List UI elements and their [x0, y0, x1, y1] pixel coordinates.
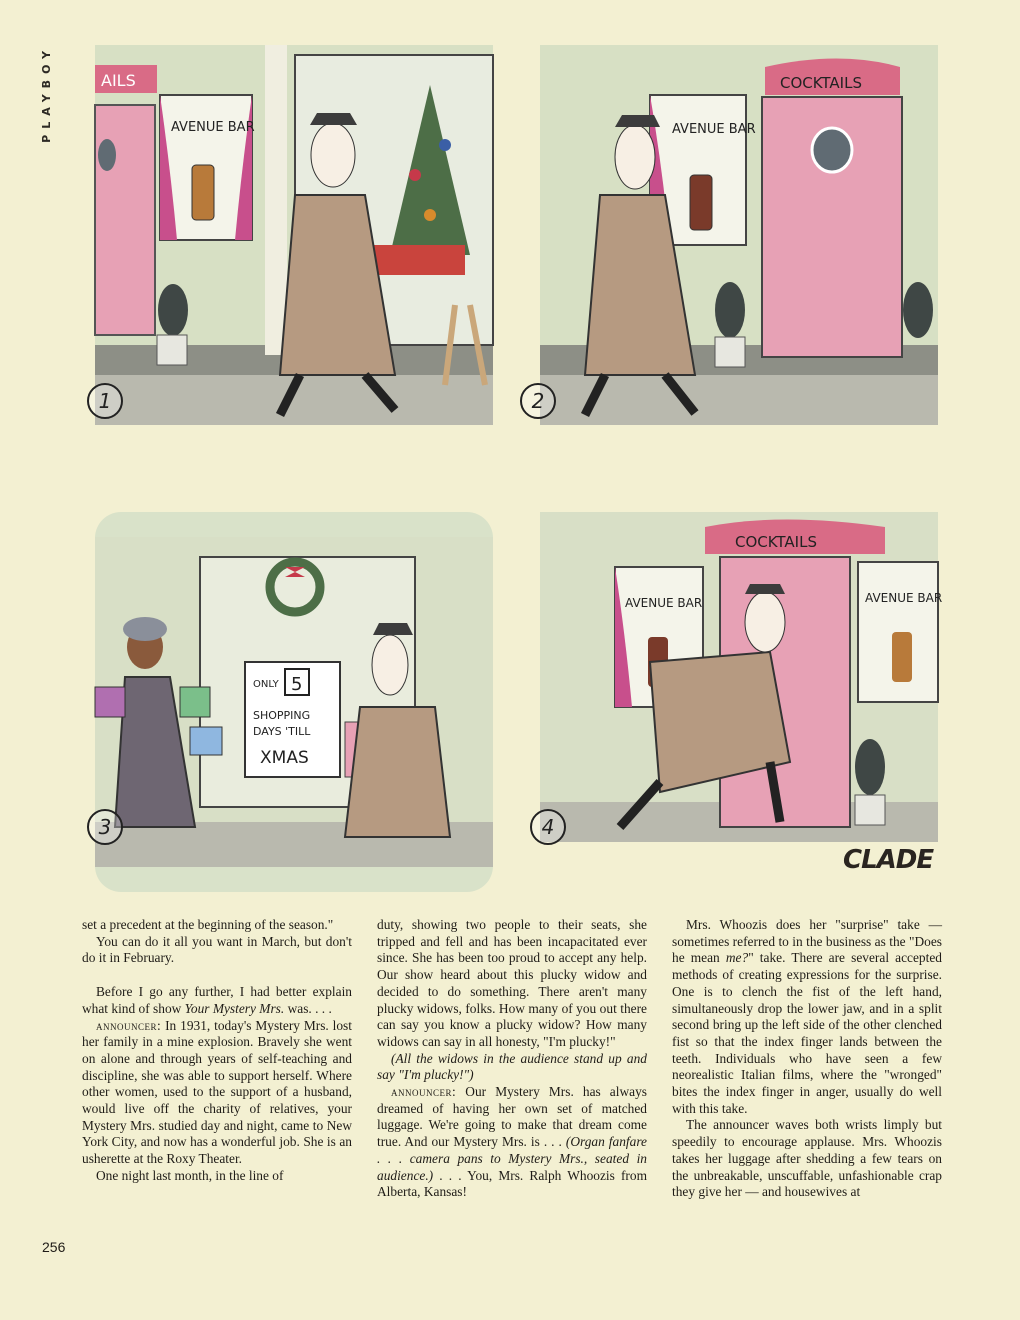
sign-line-2: DAYS 'TILL [253, 725, 311, 738]
paragraph [377, 1051, 647, 1084]
stage-direction: (All the widows in the audience stand up and say "I'm plucky!") [377, 1050, 647, 1083]
awning-sign: COCKTAILS [735, 533, 817, 551]
cartoon-panel-1 [95, 45, 493, 425]
paragraph: duty, showing two people to their seats, she tripped and fell and has been incapacitated ever since. She has been too proud to accept any help. Our show heard about this plucky widow and decided to do something. There aren't many plucky widows, folks. How many of you out there can say you know a plucky widow? How many widows can say in all honesty, "I'm plucky!" [377, 917, 647, 1049]
artist-signature: CLADE [843, 845, 934, 875]
paragraph: One night last month, in the line of [96, 1167, 284, 1183]
panel-number-2: 2 [520, 383, 556, 419]
paragraph: The announcer waves both wrists limply but speedily to encourage applause. Mrs. Whoozis takes her luggage after shedding a few tears on the unbreakable, unscuffable, unfashionable crap they give her — and housewives at [672, 1117, 942, 1200]
speaker-label: announcer: [96, 1017, 162, 1033]
awning-sign: COCKTAILS [780, 74, 862, 92]
article-column-2 [377, 917, 647, 1201]
window-sign: AVENUE BAR [672, 122, 756, 137]
sign-count: 5 [291, 674, 303, 695]
window-sign-left: AVENUE BAR [625, 596, 703, 610]
stage-direction: (Organ fanfare . . . camera pans to Mystery Mrs., seated in audience.) [377, 1134, 647, 1183]
cartoon-panel-4 [540, 512, 943, 842]
emphasis: me? [725, 950, 749, 966]
sign-line-1: SHOPPING [253, 709, 311, 722]
panel-3-illustration [95, 512, 493, 892]
panel-number-3: 3 [87, 809, 123, 845]
paragraph: set a precedent at the beginning of the season." [82, 917, 334, 932]
paragraph: announcer: Our Mystery Mrs. has always dreamed of having her own set of matched luggage. We're going to make that dream come true. And our Mystery Mrs. is . . . (Organ fanfare . . . camera pans to Mystery Mrs., seated in audience.) . . . You, Mrs. Ralph Whoozis from Alberta, Kansas! [377, 1084, 647, 1200]
panel-number-4: 4 [530, 809, 566, 845]
article-column-1 [82, 917, 352, 1185]
magazine-masthead: PLAYBOY [40, 45, 53, 143]
page-number: 256 [42, 1239, 66, 1255]
cartoon-panel-3 [95, 512, 493, 892]
show-title: Your Mystery Mrs. [184, 1000, 285, 1016]
paragraph: You can do it all you want in March, but don't do it in February. [82, 933, 352, 966]
paragraph: announcer: In 1931, today's Mystery Mrs. lost her family in a mine explosion. Bravely she went on alone and through years of self-teaching and discipline, she was able to support herself. Where other women, used to the support of a husband, would live off the charity of relatives, your Mystery Mrs. studied day and night, came to New York City, and now has a wonderful job. She is an usherette at the Roxy Theater. [82, 1017, 352, 1167]
cartoon-panel-2 [531, 45, 938, 425]
article-column-3 [672, 917, 942, 1201]
paragraph: Before I go any further, I had better explain what kind of show Your Mystery Mrs. was. . . . [82, 984, 352, 1016]
awning-sign: AILS [101, 71, 136, 90]
sign-line-3: XMAS [260, 748, 309, 768]
sign-only: ONLY [253, 679, 279, 690]
window-sign: AVENUE BAR [171, 120, 255, 135]
window-sign-right: AVENUE BAR [865, 591, 943, 605]
panel-2-illustration [540, 45, 938, 425]
speaker-label: announcer: [391, 1084, 457, 1100]
panel-4-illustration [540, 512, 943, 842]
paragraph: Mrs. Whoozis does her "surprise" take — sometimes referred to in the business as the "Does he mean me?" take. There are several accepted methods of creating expressions for the surprise. One is to clench the fist of the left hand, simultaneously drop the lower jaw, and in a split second bring up the left side of the other clenched fist so that the index finger lands between the teeth. Individuals who have seen a few neorealistic Italian films, where the "wronged" bites the index finger in anger, usually do well with this take. [672, 917, 942, 1116]
panel-1-illustration [95, 45, 493, 425]
panel-number-1: 1 [87, 383, 123, 419]
